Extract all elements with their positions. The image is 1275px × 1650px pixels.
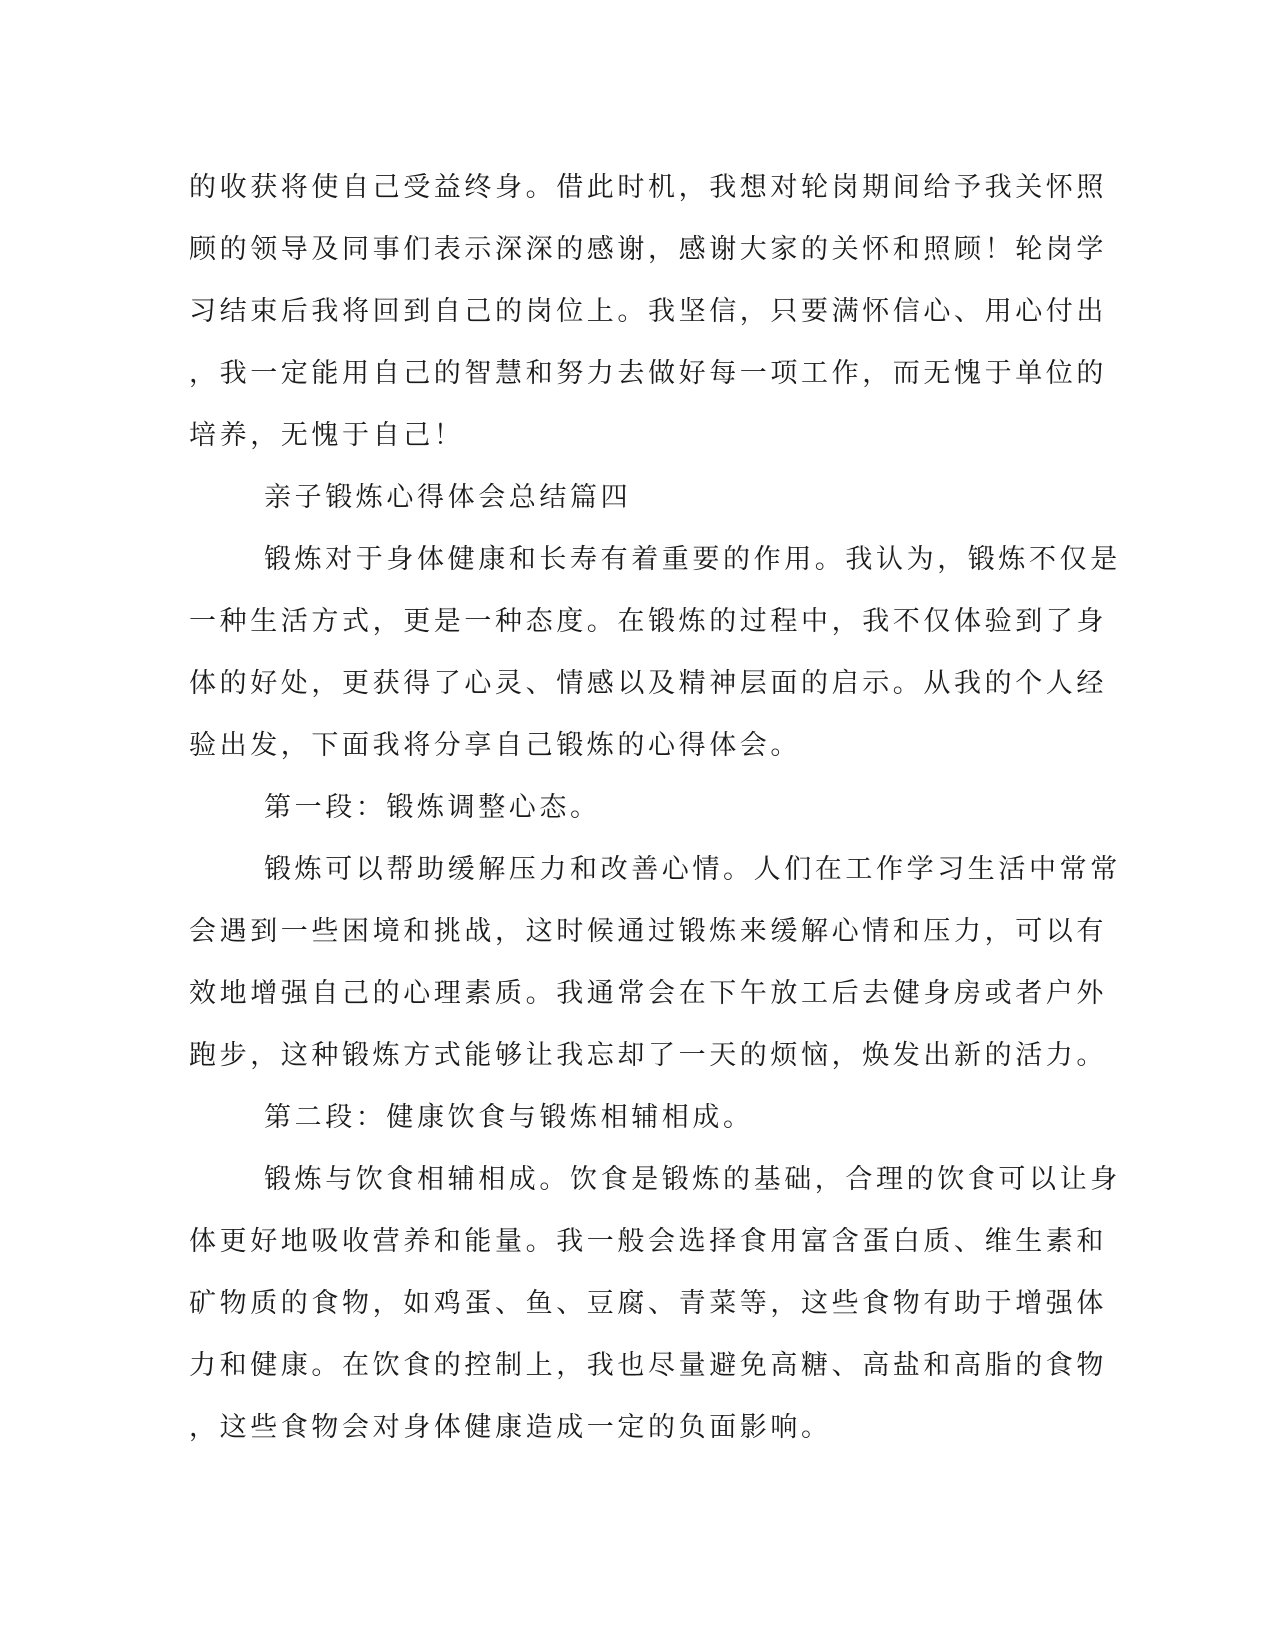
subsection-heading-2: 第二段：健康饮食与锻炼相辅相成。 [264,1102,754,1133]
paragraph-start: 锻炼可以帮助缓解压力和改善心情。人们在工作学习生活中常常 [264,854,1121,885]
text-line: 会遇到一些困境和挑战，这时候通过锻炼来缓解心情和压力，可以有 [189,916,1107,947]
text-line: ，这些食物会对身体健康造成一定的负面影响。 [189,1412,832,1443]
text-line: 体的好处，更获得了心灵、情感以及精神层面的启示。从我的个人经 [189,668,1107,699]
text-line: 习结束后我将回到自己的岗位上。我坚信，只要满怀信心、用心付出 [189,296,1107,327]
text-line: 体更好地吸收营养和能量。我一般会选择食用富含蛋白质、维生素和 [189,1226,1107,1257]
text-line: 培养，无愧于自己！ [189,420,465,451]
paragraph-start: 锻炼与饮食相辅相成。饮食是锻炼的基础，合理的饮食可以让身 [264,1164,1121,1195]
text-line: ，我一定能用自己的智慧和努力去做好每一项工作，而无愧于单位的 [189,358,1107,389]
paragraph-start: 锻炼对于身体健康和长寿有着重要的作用。我认为，锻炼不仅是 [264,544,1121,575]
text-line: 顾的领导及同事们表示深深的感谢，感谢大家的关怀和照顾！轮岗学 [189,234,1107,265]
document-body [189,157,1121,1459]
text-line: 的收获将使自己受益终身。借此时机，我想对轮岗期间给予我关怀照 [189,172,1107,203]
text-line: 跑步，这种锻炼方式能够让我忘却了一天的烦恼，焕发出新的活力。 [189,1040,1107,1071]
text-line: 验出发，下面我将分享自己锻炼的心得体会。 [189,730,801,761]
text-line: 力和健康。在饮食的控制上，我也尽量避免高糖、高盐和高脂的食物 [189,1350,1107,1381]
text-line: 一种生活方式，更是一种态度。在锻炼的过程中，我不仅体验到了身 [189,606,1107,637]
text-line: 效地增强自己的心理素质。我通常会在下午放工后去健身房或者户外 [189,978,1107,1009]
section-heading: 亲子锻炼心得体会总结篇四 [264,482,632,513]
subsection-heading-1: 第一段：锻炼调整心态。 [264,792,601,823]
text-line: 矿物质的食物，如鸡蛋、鱼、豆腐、青菜等，这些食物有助于增强体 [189,1288,1107,1319]
